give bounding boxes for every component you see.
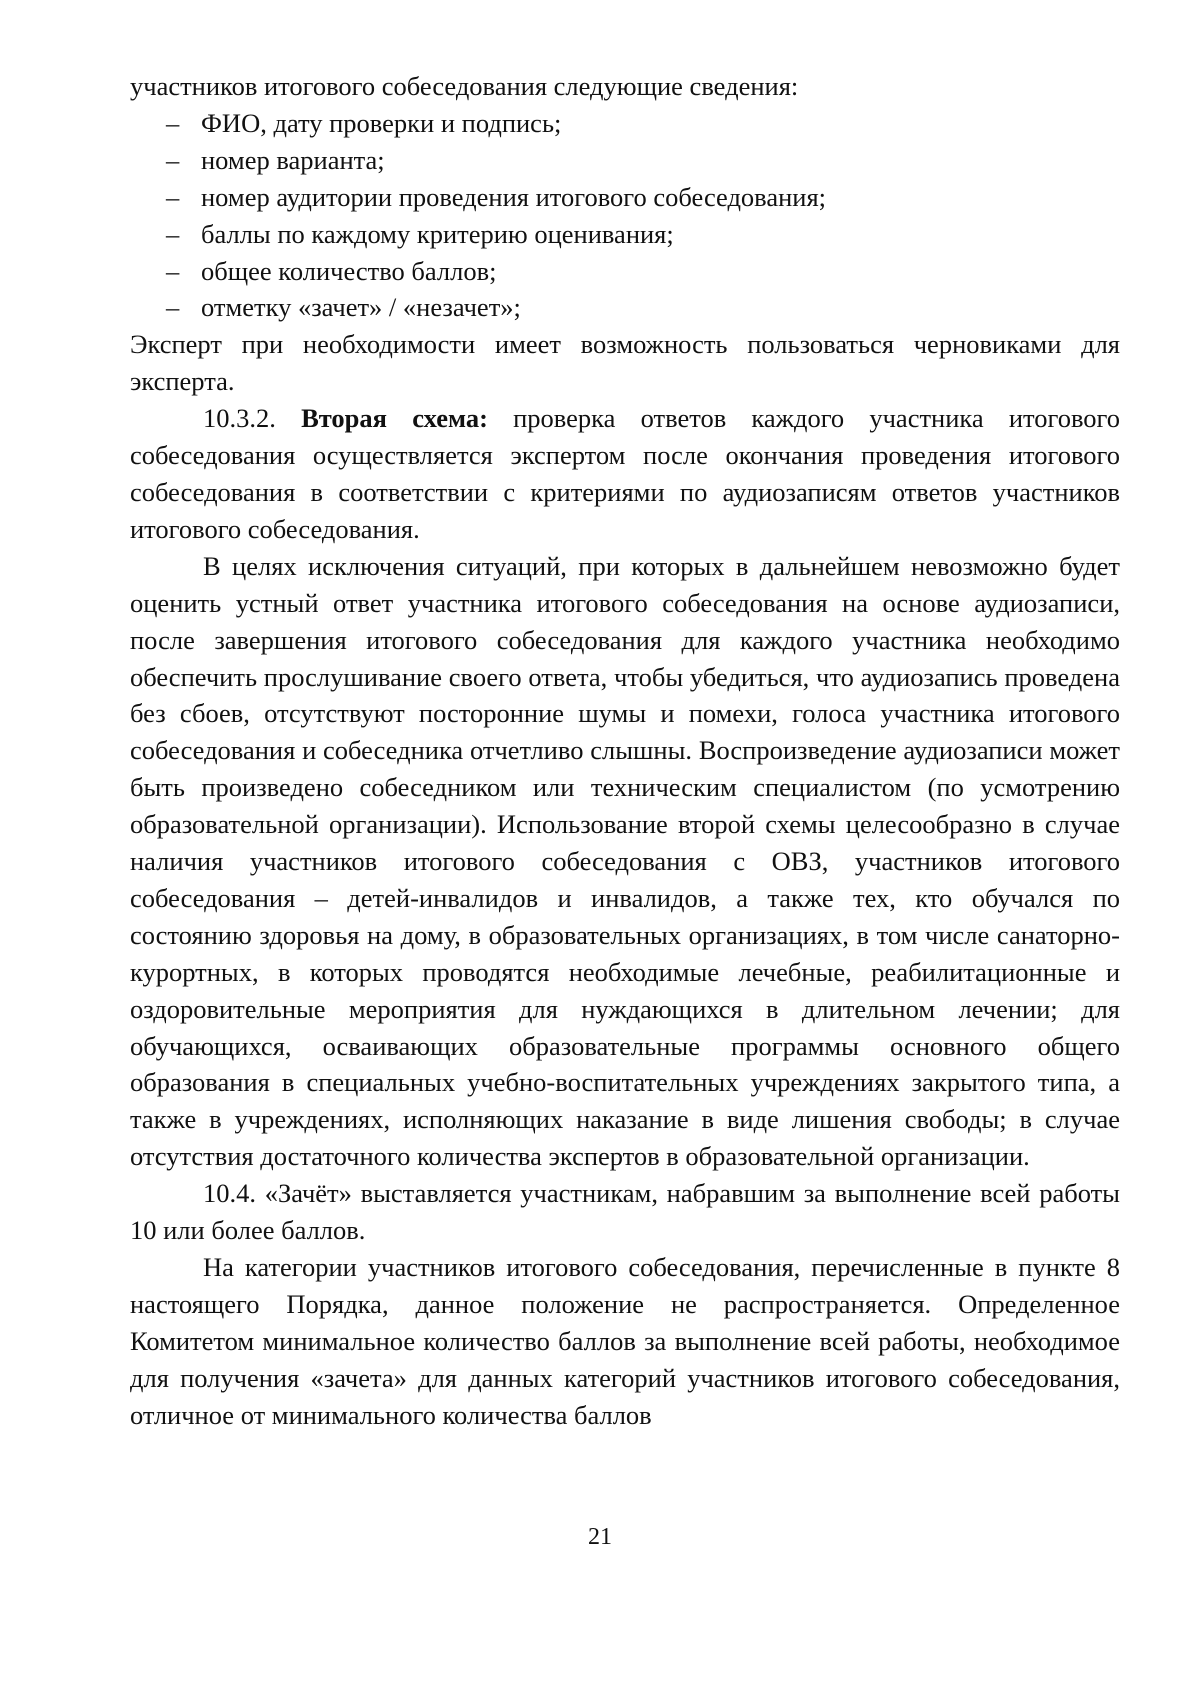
dash-marker: – — [166, 107, 180, 138]
categories-paragraph: На категории участников итогового собеседования, перечисленные в пункте 8 настоящего Порядка, данное положение не распространяется. Определенное Комитетом минимальное количество баллов за выполнение всей работы, необходимое для получения «зачета» для данных категорий участников итогового собеседования, отличное от минимального количества баллов — [130, 1252, 1120, 1430]
section-text: проверка ответов каждого участника итогового собеседования осуществляется экспертом после окончания проведения итогового собеседования в соответствии с критериями по аудиозаписям ответов участников итогового собеседования. — [130, 403, 1120, 544]
section-bold-label: Вторая схема: — [301, 403, 488, 434]
section-number: 10.3.2. — [203, 403, 276, 434]
intro-line: участников итогового собеседования следующие сведения: — [130, 71, 799, 101]
list-item — [130, 289, 1120, 326]
list-item-text: ФИО, дату проверки и подпись; — [201, 107, 562, 138]
list-item — [130, 253, 1120, 290]
expert-drafts-paragraph: Эксперт при необходимости имеет возможность пользоваться черновиками для эксперта. — [130, 329, 1120, 397]
audio-check-paragraph: В целях исключения ситуаций, при которых в дальнейшем невозможно будет оценить устный ответ участника итогового собеседования на основе аудиозаписи, после завершения итогового собеседования для каждого участника необходимо обеспечить прослушивание своего ответа, чтобы убедиться, что аудиозапись проведена без сбоев, отсутствуют посторонние шумы и помехи, голоса участника итогового собеседования и собеседника отчетливо слышны. Воспроизведение аудиозаписи может быть произведено собеседником или техническим специалистом (по усмотрению образовательной организации). Использование второй схемы целесообразно в случае наличия участников итогового собеседования с ОВЗ, участников итогового собеседования – детей-инвалидов и инвалидов, а также тех, кто обучался по состоянию здоровья на дому, в образовательных организациях, в том числе санаторно-курортных, в которых проводятся необходимые лечебные, реабилитационные и оздоровительные мероприятия для нуждающихся в длительном лечении; для обучающихся, осваивающих образовательные программы основного общего образования в специальных учебно-воспитательных учреждениях закрытого типа, а также в учреждениях, исполняющих наказание в виде лишения свободы; в случае отсутствия достаточного количества экспертов в образовательной организации. — [130, 550, 1120, 1172]
dash-marker: – — [166, 255, 180, 286]
list-item-text: общее количество баллов; — [201, 255, 497, 286]
list-item-text: номер аудитории проведения итогового собеседования; — [201, 181, 827, 212]
list-item — [130, 179, 1120, 216]
page-number: 21 — [588, 1524, 612, 1550]
dash-marker: – — [166, 292, 180, 323]
list-item — [130, 216, 1120, 253]
list-item — [130, 105, 1120, 142]
section-10-4: 10.4. «Зачёт» выставляется участникам, набравшим за выполнение всей работы 10 или более баллов. — [130, 1178, 1120, 1246]
page-body — [130, 68, 1120, 1434]
dash-marker: – — [166, 218, 180, 249]
section-10-3-2 — [130, 400, 1120, 548]
dash-marker: – — [166, 181, 180, 212]
list-item — [130, 142, 1120, 179]
list-item-text: отметку «зачет» / «незачет»; — [201, 292, 521, 323]
list-item-text: баллы по каждому критерию оценивания; — [201, 218, 674, 249]
list-item-text: номер варианта; — [201, 144, 385, 175]
required-info-list — [130, 105, 1120, 326]
dash-marker: – — [166, 144, 180, 175]
